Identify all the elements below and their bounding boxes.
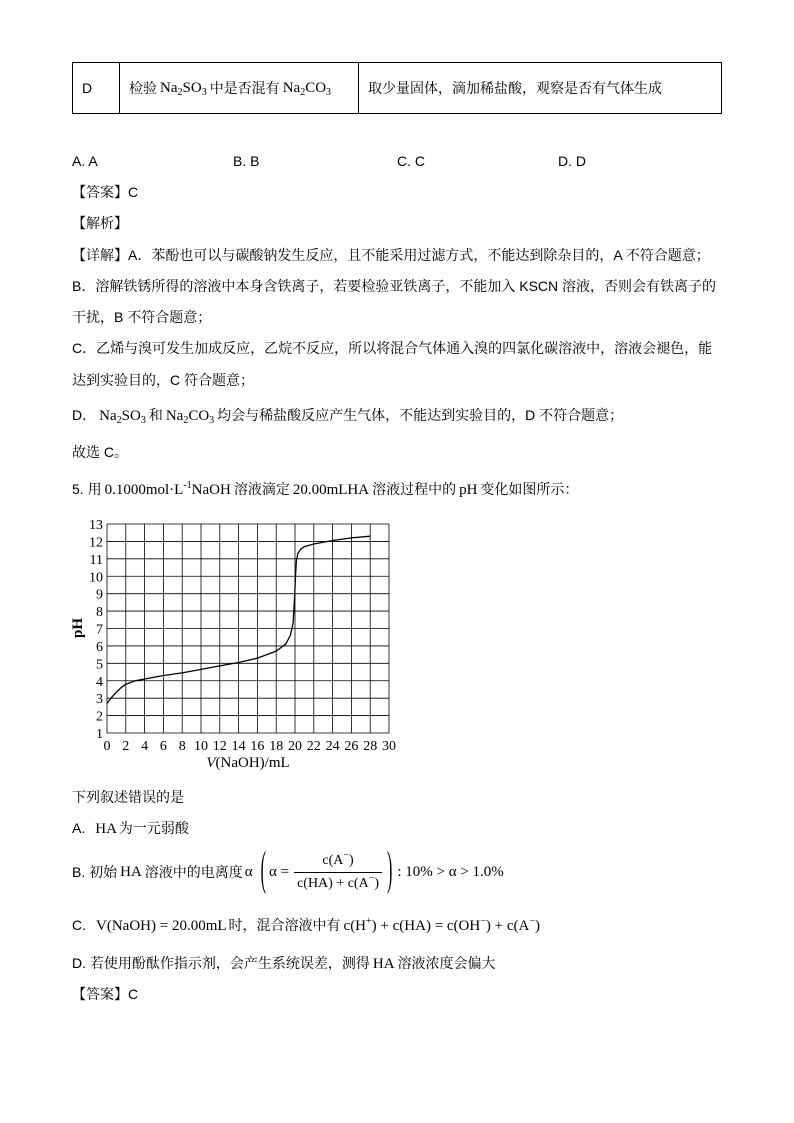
titrant-formula: NaOH xyxy=(191,482,231,498)
y-tick-label: 3 xyxy=(96,692,103,708)
formula-subscript: 3 xyxy=(140,415,146,426)
q4-answer: 【答案】C xyxy=(72,184,139,200)
numerator-part: ) xyxy=(349,852,354,868)
operation-text: 取少量固体，滴加稀盐酸，观察是否有气体生成 xyxy=(368,80,662,96)
y-tick-label: 7 xyxy=(96,622,103,638)
detail-option-a: 【详解】A．苯酚也可以与碳酸钠发生反应，且不能采用过滤方式，不能达到除杂目的，A 不符合题意； xyxy=(72,247,710,263)
x-tick-label: 30 xyxy=(382,739,396,754)
stem-text: 溶液过程中的 xyxy=(372,481,457,497)
detail-option-b-line-1: B．溶解铁锈所得的溶液中本身含铁离子，若要检验亚铁离子，不能加入 KSCN 溶液，否则会有铁离子的 xyxy=(72,278,717,294)
option-a-label: A. xyxy=(72,820,86,836)
formula-part: SO xyxy=(121,408,141,424)
question-5-stem xyxy=(72,479,578,499)
option-a xyxy=(72,818,189,838)
x-tick-label: 6 xyxy=(159,739,167,754)
concentration-value: 0.1000mol·L xyxy=(104,482,184,498)
charge-superscript: − xyxy=(368,872,375,884)
choice-c: C. C xyxy=(397,153,425,169)
x-tick-label: 8 xyxy=(178,739,186,754)
choice-d: D. D xyxy=(558,153,586,169)
formula-subscript: 2 xyxy=(116,415,122,426)
charge-superscript: − xyxy=(529,916,535,927)
x-tick-label: 4 xyxy=(141,739,149,754)
formula-subscript: 2 xyxy=(183,415,189,426)
formula-part: CO xyxy=(188,408,210,424)
option-a-text: 为一元弱酸 xyxy=(118,820,189,836)
option-b-label: B. 初始 xyxy=(72,864,118,880)
alpha-symbol: α xyxy=(244,863,253,880)
x-tick-label: 12 xyxy=(212,739,227,754)
charge-superscript: − xyxy=(480,916,486,927)
ph-term: pH xyxy=(459,482,478,498)
alpha-definition-lhs: α = xyxy=(268,863,290,880)
detail-option-c-line-1: C．乙烯与溴可发生加成反应，乙烷不反应，所以将混合气体通入溴的四氯化碳溶液中，溶液会褪色，能 xyxy=(72,340,713,356)
option-letter-cell xyxy=(73,63,119,113)
x-tick-label: 14 xyxy=(231,739,246,754)
denominator-part: ) xyxy=(374,875,380,891)
choice-a: A. A xyxy=(72,153,98,169)
x-tick-label: 10 xyxy=(194,739,208,754)
y-tick-label: 1 xyxy=(96,727,103,742)
option-d-text: D. 若使用酚酞作指示剂，会产生系统误差，测得 xyxy=(72,955,370,971)
formula-na2so3 xyxy=(99,408,146,424)
formula-part: SO xyxy=(182,79,202,96)
fraction-denominator xyxy=(294,873,382,894)
x-tick-label: 28 xyxy=(363,739,378,754)
equation-part: ) xyxy=(534,918,540,934)
stem-text: 变化如图所示： xyxy=(480,481,579,497)
y-tick-label: 5 xyxy=(96,657,103,673)
y-tick-label: 13 xyxy=(89,518,103,533)
ionization-degree-fraction xyxy=(294,851,382,894)
titrant-volume-condition: V(NaOH) = 20.00mL xyxy=(96,918,227,934)
x-tick-label: 24 xyxy=(325,739,340,754)
x-tick-label: 16 xyxy=(250,739,265,754)
x-axis-label-unit: (NaOH)/mL xyxy=(215,755,290,771)
formula-part: Na xyxy=(282,79,301,96)
x-tick-label: 0 xyxy=(103,739,111,754)
formula-na2so3 xyxy=(160,80,207,97)
formula-part: CO xyxy=(305,79,327,96)
detail-option-c-line-2: 达到实验目的，C 符合题意； xyxy=(72,372,254,388)
numerator-part: c(A xyxy=(322,852,344,868)
equation-part: ) + c(HA) = c(OH xyxy=(371,918,481,934)
x-axis-label-variable: V xyxy=(206,755,216,771)
y-tick-label: 10 xyxy=(89,570,103,586)
purpose-text: 中是否混有 xyxy=(209,80,280,96)
formula-subscript: 3 xyxy=(326,86,332,98)
x-tick-label: 20 xyxy=(288,739,302,754)
detail-d-text: 和 xyxy=(148,407,163,423)
equation-part: ) + c(A xyxy=(485,918,530,934)
question-number: 5. 用 xyxy=(72,481,102,497)
formula-subscript: 3 xyxy=(209,415,215,426)
y-tick-label: 11 xyxy=(89,552,103,568)
stem-text: 溶液滴定 xyxy=(233,481,290,497)
charge-balance-equation xyxy=(344,918,540,934)
option-c-text: 时，混合溶液中有 xyxy=(228,917,341,933)
detail-option-b-line-2: 干扰，B 不符合题意； xyxy=(72,309,212,325)
formula-subscript: 3 xyxy=(201,86,207,98)
unit-exponent: -1 xyxy=(183,480,192,491)
formula-na2co3 xyxy=(166,408,214,424)
y-tick-label: 2 xyxy=(96,709,103,725)
option-table-row xyxy=(72,62,722,114)
fraction-numerator xyxy=(294,851,382,873)
formula-subscript: 2 xyxy=(300,86,306,98)
formula-part: Na xyxy=(165,408,184,424)
detail-d-label: D． xyxy=(72,407,97,423)
experiment-purpose-cell xyxy=(119,63,358,113)
x-tick-label: 18 xyxy=(269,739,284,754)
formula-subscript: 2 xyxy=(177,86,183,98)
alpha-range: : 10% > α > 1.0% xyxy=(397,863,504,880)
charge-superscript: + xyxy=(366,916,372,927)
q4-conclusion: 故选 C。 xyxy=(72,444,128,460)
titration-curve-chart xyxy=(60,510,400,775)
acid-formula: HA xyxy=(95,821,117,837)
equation-part: c(H xyxy=(343,918,367,934)
y-axis-label: pH xyxy=(70,617,86,639)
formula-part: Na xyxy=(99,408,117,424)
acid-formula: HA xyxy=(372,956,395,972)
formula-na2co3 xyxy=(283,80,331,97)
detail-d-text: 均会与稀盐酸反应产生气体，不能达到实验目的，D 不符合题意； xyxy=(217,407,624,423)
acid-formula: HA xyxy=(120,863,142,880)
x-tick-label: 2 xyxy=(122,739,130,754)
x-tick-label: 22 xyxy=(306,739,321,754)
analyte-volume: 20.00mLHA xyxy=(292,482,370,498)
charge-superscript: − xyxy=(343,849,350,861)
q5-answer: 【答案】C xyxy=(72,986,139,1002)
x-axis-label xyxy=(206,755,289,771)
option-c-label: C. xyxy=(72,917,86,933)
formula-part: Na xyxy=(160,79,178,96)
option-b-text: 溶液中的电离度 xyxy=(144,864,243,880)
option-letter: D xyxy=(82,80,93,96)
detail-option-d xyxy=(72,405,623,425)
y-tick-label: 12 xyxy=(89,535,103,551)
option-d-text: 溶液浓度会偏大 xyxy=(397,955,496,971)
left-parenthesis: ( xyxy=(260,845,266,896)
denominator-part: c(HA) + c(A xyxy=(297,875,369,891)
naoh-concentration xyxy=(105,482,231,498)
option-c xyxy=(72,915,543,935)
analysis-heading: 【解析】 xyxy=(72,215,128,231)
option-d xyxy=(72,953,496,973)
option-b xyxy=(72,847,504,897)
y-tick-label: 9 xyxy=(96,587,103,603)
question-prompt: 下列叙述错误的是 xyxy=(72,789,184,805)
y-tick-label: 4 xyxy=(96,674,103,690)
choice-b: B. B xyxy=(233,153,260,169)
experiment-operation-cell xyxy=(358,63,721,113)
x-tick-label: 26 xyxy=(344,739,359,754)
right-parenthesis: ) xyxy=(387,845,393,896)
y-tick-label: 8 xyxy=(96,605,103,621)
purpose-text: 检验 xyxy=(129,80,157,96)
y-tick-label: 6 xyxy=(96,639,103,655)
